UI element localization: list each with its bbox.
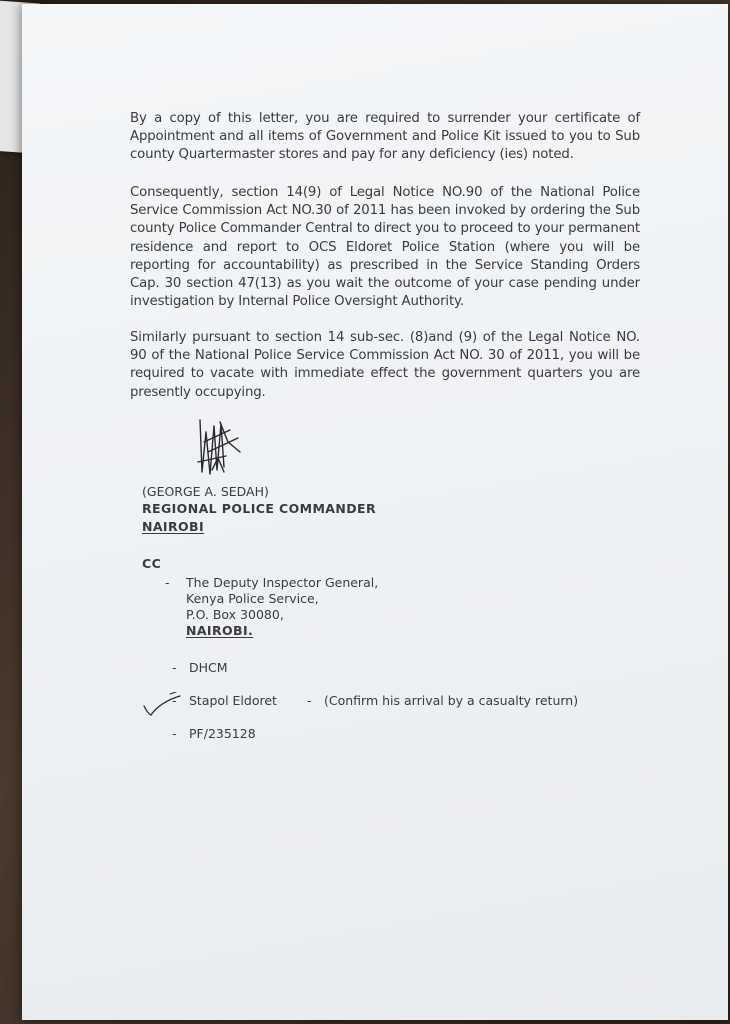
cc-recipient-stapol: Stapol Eldoret xyxy=(189,693,277,708)
paragraph-vacate-quarters: Similarly pursuant to section 14 sub-sec. (8)and (9) of the Legal Notice NO. 90 of the National Police Service Commission Act NO. 30 of 2011, you will be required to vacate with immediate effect the government quarters you are presently occupying. xyxy=(130,330,640,400)
letter-page xyxy=(22,4,728,1020)
cc-recipient-stapol-note: (Confirm his arrival by a casualty return) xyxy=(324,693,579,708)
cc-dash: - xyxy=(307,693,312,708)
cc-recipient-dhcm: DHCM xyxy=(189,660,228,675)
signatory-title: REGIONAL POLICE COMMANDER xyxy=(142,501,376,516)
handwritten-tick-mark xyxy=(140,692,184,718)
signatory-location: NAIROBI xyxy=(142,519,205,534)
cc-recipient-dig-line4: NAIROBI. xyxy=(186,623,254,638)
cc-recipient-dig-line2: Kenya Police Service, xyxy=(186,591,319,606)
signatory-name: (GEORGE A. SEDAH) xyxy=(142,484,269,499)
cc-dash: - xyxy=(172,660,177,675)
handwritten-signature xyxy=(190,412,250,482)
cc-dash: - xyxy=(172,693,177,708)
cc-recipient-dig-line3: P.O. Box 30080, xyxy=(186,607,284,622)
cc-dash: - xyxy=(165,575,170,590)
paragraph-legal-notice: Consequently, section 14(9) of Legal Notice NO.90 of the National Police Service Commission Act NO.30 of 2011 has been invoked by ordering the Sub county Police Commander Central to direct you to proceed to your permanent residence and report to OCS Eldoret Police Station (where you will be reporting for accountability) as prescribed in the Service Standing Orders Cap. 30 section 47(13) as you wait the outcome of your case pending under investigation by Internal Police Oversight Authority. xyxy=(130,185,640,310)
paragraph-surrender-kit: By a copy of this letter, you are required to surrender your certificate of Appointment and all items of Government and Police Kit issued to you to Sub county Quartermaster stores and pay for any deficiency (ies) noted. xyxy=(130,111,640,163)
cc-recipient-pf: PF/235128 xyxy=(189,726,256,741)
cc-recipient-dig-line1: The Deputy Inspector General, xyxy=(186,575,379,590)
cc-heading: CC xyxy=(142,556,162,571)
cc-dash: - xyxy=(172,726,177,741)
